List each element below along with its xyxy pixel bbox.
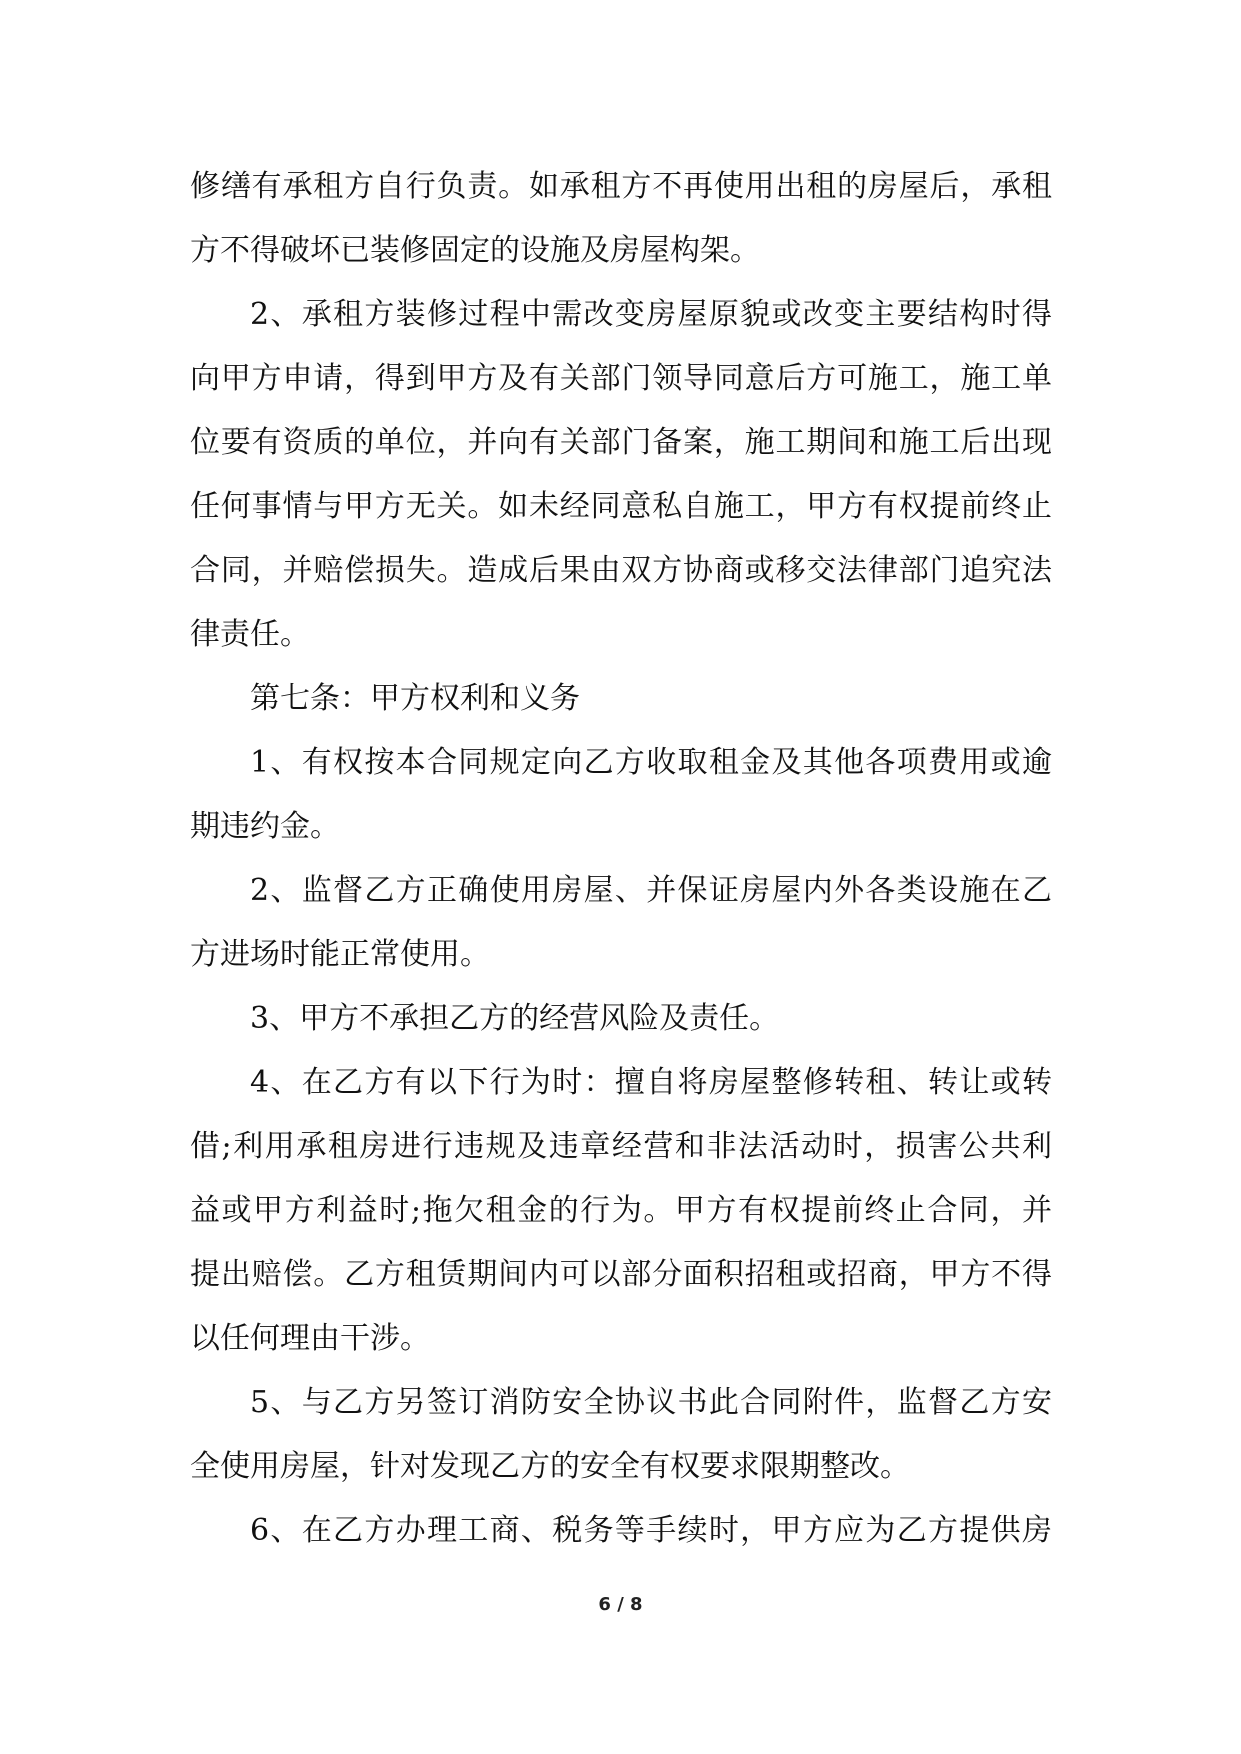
text-line: 方不得破坏已装修固定的设施及房屋构架。: [190, 233, 760, 268]
section-heading: 第七条：甲方权利和义务: [250, 681, 580, 716]
text-line: 向甲方申请，得到甲方及有关部门领导同意后方可施工，施工单: [190, 361, 1052, 396]
text-line: 益或甲方利益时;拖欠租金的行为。甲方有权提前终止合同，并: [190, 1193, 1052, 1228]
text-line: 方进场时能正常使用。: [190, 937, 490, 972]
text-line: 2、承租方装修过程中需改变房屋原貌或改变主要结构时得: [250, 297, 1052, 332]
document-body: [190, 155, 1052, 1563]
text-line: 2、监督乙方正确使用房屋、并保证房屋内外各类设施在乙: [250, 873, 1052, 908]
text-line: 6、在乙方办理工商、税务等手续时，甲方应为乙方提供房: [250, 1513, 1052, 1548]
text-line: 律责任。: [190, 617, 310, 652]
text-line: 5、与乙方另签订消防安全协议书此合同附件，监督乙方安: [250, 1385, 1052, 1420]
text-line: 期违约金。: [190, 809, 340, 844]
text-line: 提出赔偿。乙方租赁期间内可以部分面积招租或招商，甲方不得: [190, 1257, 1052, 1292]
text-line: 合同，并赔偿损失。造成后果由双方协商或移交法律部门追究法: [190, 553, 1052, 588]
text-line: 位要有资质的单位，并向有关部门备案，施工期间和施工后出现: [190, 425, 1052, 460]
text-line: 任何事情与甲方无关。如未经同意私自施工，甲方有权提前终止: [190, 489, 1052, 524]
text-line: 4、在乙方有以下行为时：擅自将房屋整修转租、转让或转: [250, 1065, 1052, 1100]
text-line: 借;利用承租房进行违规及违章经营和非法活动时，损害公共利: [190, 1129, 1052, 1164]
page-number: 6 / 8: [598, 1594, 643, 1615]
text-line: 修缮有承租方自行负责。如承租方不再使用出租的房屋后，承租: [190, 169, 1052, 204]
text-line: 1、有权按本合同规定向乙方收取租金及其他各项费用或逾: [250, 745, 1052, 780]
text-line: 以任何理由干涉。: [190, 1321, 430, 1356]
text-line: 3、甲方不承担乙方的经营风险及责任。: [250, 1001, 780, 1036]
text-line: 全使用房屋，针对发现乙方的安全有权要求限期整改。: [190, 1449, 910, 1484]
